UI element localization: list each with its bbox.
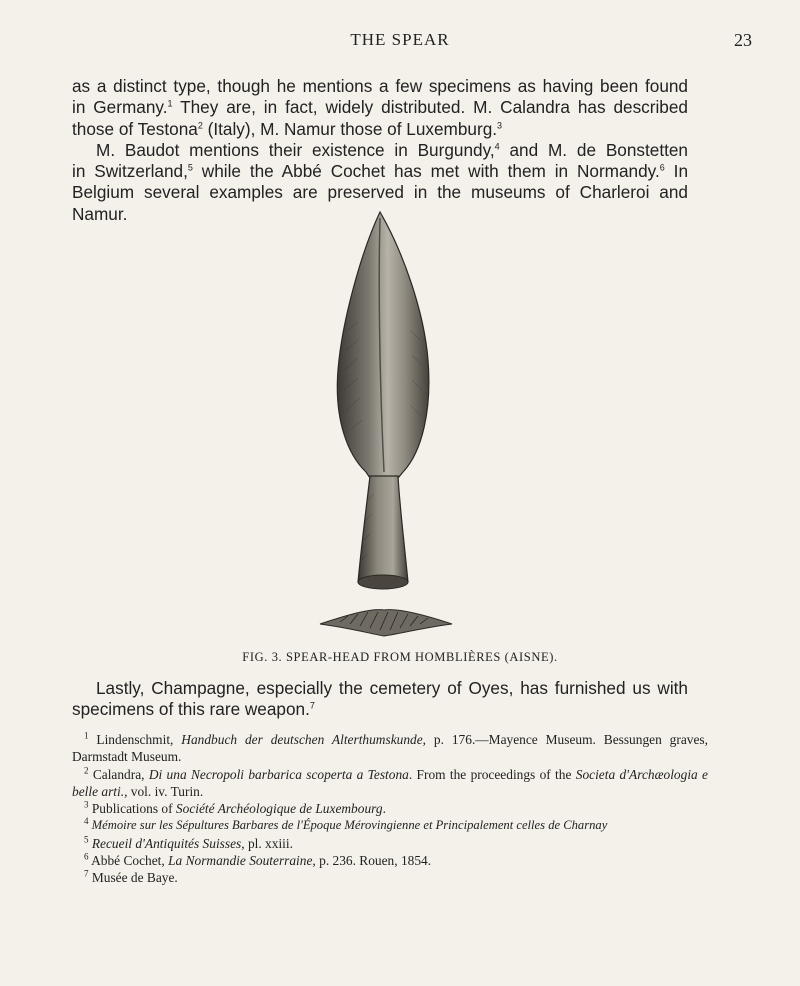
footnotes bbox=[72, 731, 708, 887]
footnote-4: $^4$ Mémoire sur les Sépultures Barbares de l'Époque Mérovingienne et Principalement celles de Charnay bbox=[84, 816, 608, 833]
text-line: as a distinct type, though he mentions a few specimens as having been found bbox=[72, 76, 688, 96]
text-line: Lastly, Champagne, especially the cemetery of Oyes, has furnished us with bbox=[96, 678, 688, 698]
footnote-6: $^6$ Abbé Cochet, La Normandie Souterraine, p. 236. Rouen, 1854. bbox=[84, 851, 432, 869]
figure-caption: FIG. 3. SPEAR-HEAD FROM HOMBLIÈRES (AISNE). bbox=[242, 650, 558, 664]
text-line: in Switzerland,$^5$ while the Abbé Cochet has met with them in Normandy.$^6$ In bbox=[72, 161, 688, 182]
footnote-2: $^2$ Calandra, Di una Necropoli barbarica scoperta a Testona. From the proceedings of the Societa d'Archæologia e belle arti., vol. iv. Turin. bbox=[72, 765, 708, 799]
spear-head-illustration bbox=[300, 210, 480, 640]
paragraph-1 bbox=[72, 76, 688, 225]
footnote-7: $^7$ Musée de Baye. bbox=[84, 868, 178, 886]
text-line: those of Testona$^2$ (Italy), M. Namur those of Luxemburg.$^3$ bbox=[72, 118, 503, 139]
footnote-ref: 7 bbox=[309, 700, 315, 711]
paragraph-2 bbox=[72, 678, 688, 721]
text-line: specimens of this rare weapon.$^7$ bbox=[72, 699, 315, 720]
footnote-ref: 3 bbox=[497, 119, 503, 130]
footnote-ref: 1 bbox=[167, 98, 173, 109]
text-line: in Germany.$^1$ They are, in fact, widely distributed. M. Calandra has described bbox=[72, 97, 688, 118]
footnote-3: $^3$ Publications of Société Archéologique de Luxembourg. bbox=[84, 799, 386, 817]
page-number: 23 bbox=[734, 30, 752, 50]
footnote-5: $^5$ Recueil d'Antiquités Suisses, pl. xxiii. bbox=[84, 834, 293, 851]
text-line: M. Baudot mentions their existence in Burgundy,$^4$ and M. de Bonstetten bbox=[96, 139, 688, 160]
spear-head-figure bbox=[300, 210, 480, 640]
footnote-ref: 5 bbox=[187, 162, 193, 173]
footnote-1: $^1$ Lindenschmit, Handbuch der deutschen Alterthumskunde, p. 176.—Mayence Museum. Bessungen graves, Darmstadt Museum. bbox=[72, 730, 708, 765]
footnote-ref: 6 bbox=[659, 162, 665, 173]
running-title: THE SPEAR bbox=[350, 30, 450, 49]
footnote-ref: 2 bbox=[197, 119, 203, 130]
footnote-ref: 4 bbox=[494, 141, 500, 152]
text-line: Belgium several examples are preserved in the museums of Charleroi and Namur. bbox=[72, 182, 688, 224]
